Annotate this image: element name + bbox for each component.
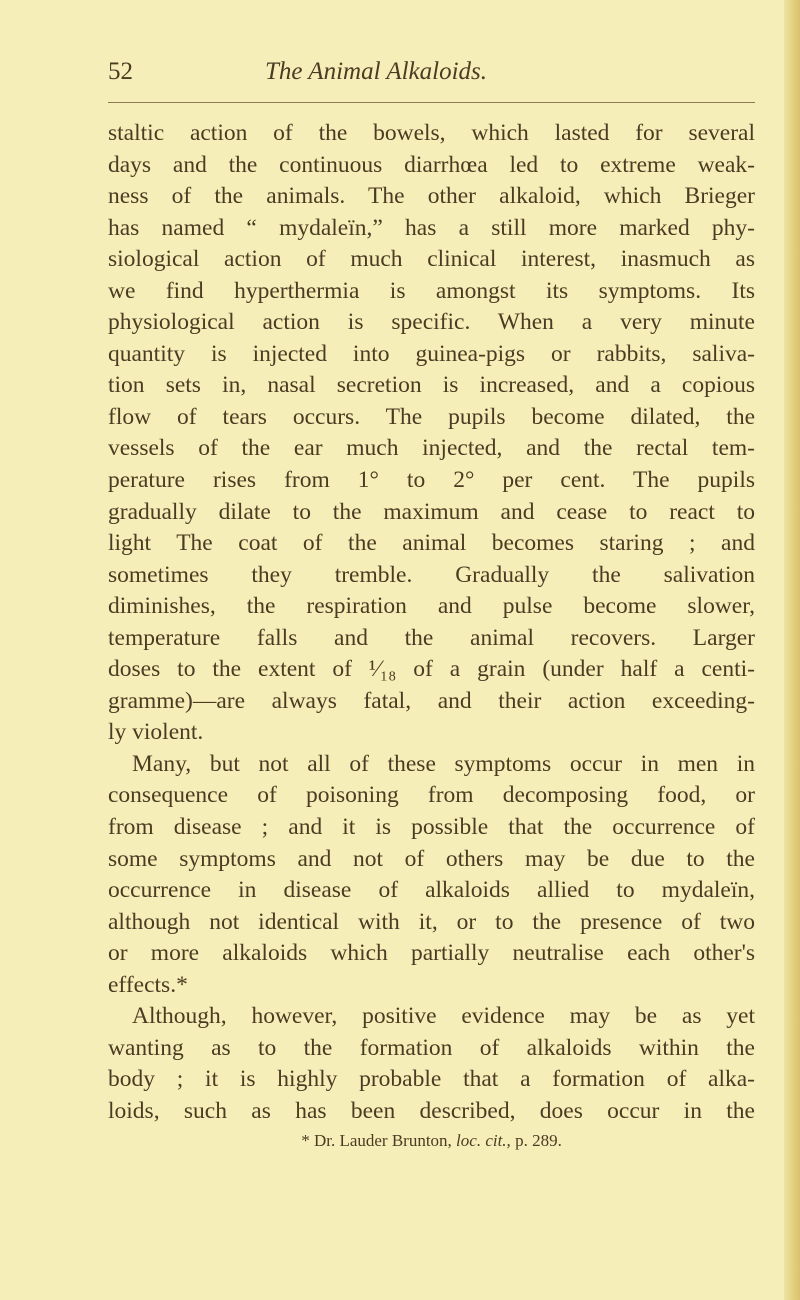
text-line [108, 1064, 755, 1096]
text-line-content: gramme)—are always fatal, and their action exceeding- [108, 687, 755, 714]
body-text [108, 118, 755, 1128]
text-line-content: body ; it is highly probable that a formation of alka- [108, 1066, 755, 1093]
text-line-content: ness of the animals. The other alkaloid, which Brieger [108, 183, 755, 210]
text-line [108, 118, 755, 150]
text-line-content: or more alkaloids which partially neutralise each other's [108, 940, 755, 967]
text-line-content: we find hyperthermia is amongst its symptoms. Its [108, 277, 755, 304]
text-line [108, 370, 755, 402]
text-line [108, 339, 755, 371]
text-line [108, 591, 755, 623]
page-header [108, 52, 755, 92]
text-line-content: Many, but not all of these symptoms occur in men in [132, 750, 755, 777]
text-line [108, 844, 755, 876]
text-line-content: flow of tears occurs. The pupils become dilated, the [108, 403, 755, 430]
running-title: The Animal Alkaloids. [265, 58, 487, 85]
text-line-content: vessels of the ear much injected, and the rectal tem- [108, 435, 755, 462]
text-line [108, 717, 755, 749]
text-line [108, 213, 755, 245]
text-line-content: wanting as to the formation of alkaloids within the [108, 1034, 755, 1061]
text-line [108, 244, 755, 276]
text-line-content: staltic action of the bowels, which lasted for several [108, 120, 755, 146]
text-line-content: gradually dilate to the maximum and cease to react to [108, 498, 755, 525]
text-line [108, 307, 755, 339]
text-line-content: tion sets in, nasal secretion is increased, and a copious [108, 372, 755, 399]
text-line-content: light The coat of the animal becomes staring ; and [108, 530, 755, 557]
footnote-mark: * [301, 1131, 310, 1150]
text-line-content: temperature falls and the animal recovers. Larger [108, 624, 755, 651]
text-line [108, 907, 755, 939]
text-line-content: effects.* [108, 971, 188, 998]
text-line-content: some symptoms and not of others may be due to the [108, 845, 755, 872]
page-edge-shadow [784, 0, 800, 1300]
text-line [108, 402, 755, 434]
text-line [108, 181, 755, 213]
text-line [108, 150, 755, 182]
text-line [108, 875, 755, 907]
text-line-content: siological action of much clinical interest, inasmuch as [108, 246, 755, 273]
page-number: 52 [108, 58, 133, 85]
text-line [108, 938, 755, 970]
text-line [108, 497, 755, 529]
text-line-content: physiological action is specific. When a very minute [108, 309, 755, 336]
text-line [108, 1033, 755, 1065]
text-line [108, 970, 755, 1002]
text-line-content: sometimes they tremble. Gradually the salivation [108, 561, 755, 588]
text-line-content: diminishes, the respiration and pulse become slower, [108, 593, 755, 620]
text-line [108, 465, 755, 497]
footnote-author: Dr. Lauder Brunton, [313, 1131, 452, 1150]
text-line [108, 749, 755, 781]
footnote-page: p. 289. [515, 1131, 562, 1150]
footnote-ref: loc. cit., [456, 1131, 511, 1150]
text-line [108, 686, 755, 718]
text-line-content: perature rises from 1° to 2° per cent. The pupils [108, 467, 755, 494]
text-line [108, 560, 755, 592]
text-line-content: ly violent. [108, 719, 204, 746]
text-line [108, 780, 755, 812]
text-line [108, 433, 755, 465]
text-line-content: although not identical with it, or to the presence of two [108, 908, 755, 935]
text-line-content: consequence of poisoning from decomposing food, or [108, 782, 755, 809]
text-line [108, 654, 755, 686]
text-line-content: loids, such as has been described, does occur in the [108, 1097, 755, 1124]
text-line-content: days and the continuous diarrhœa led to extreme weak- [108, 151, 755, 178]
text-line [108, 528, 755, 560]
text-line-content: has named “ mydaleïn,” has a still more marked phy- [108, 214, 755, 241]
header-rule [108, 102, 755, 103]
text-line-content: occurrence in disease of alkaloids allied to mydaleïn, [108, 877, 755, 904]
text-line-content: doses to the extent of ¹⁄₁₈ of a grain (under half a centi- [108, 656, 755, 683]
text-line [108, 623, 755, 655]
text-line [108, 1001, 755, 1033]
text-line-content: from disease ; and it is possible that the occurrence of [108, 814, 755, 841]
text-line [108, 812, 755, 844]
text-line-content: quantity is injected into guinea-pigs or rabbits, saliva- [108, 340, 755, 367]
text-line [108, 1096, 755, 1128]
text-line-content: Although, however, positive evidence may be as yet [132, 1003, 755, 1030]
footnote [108, 1131, 755, 1151]
text-line [108, 276, 755, 308]
